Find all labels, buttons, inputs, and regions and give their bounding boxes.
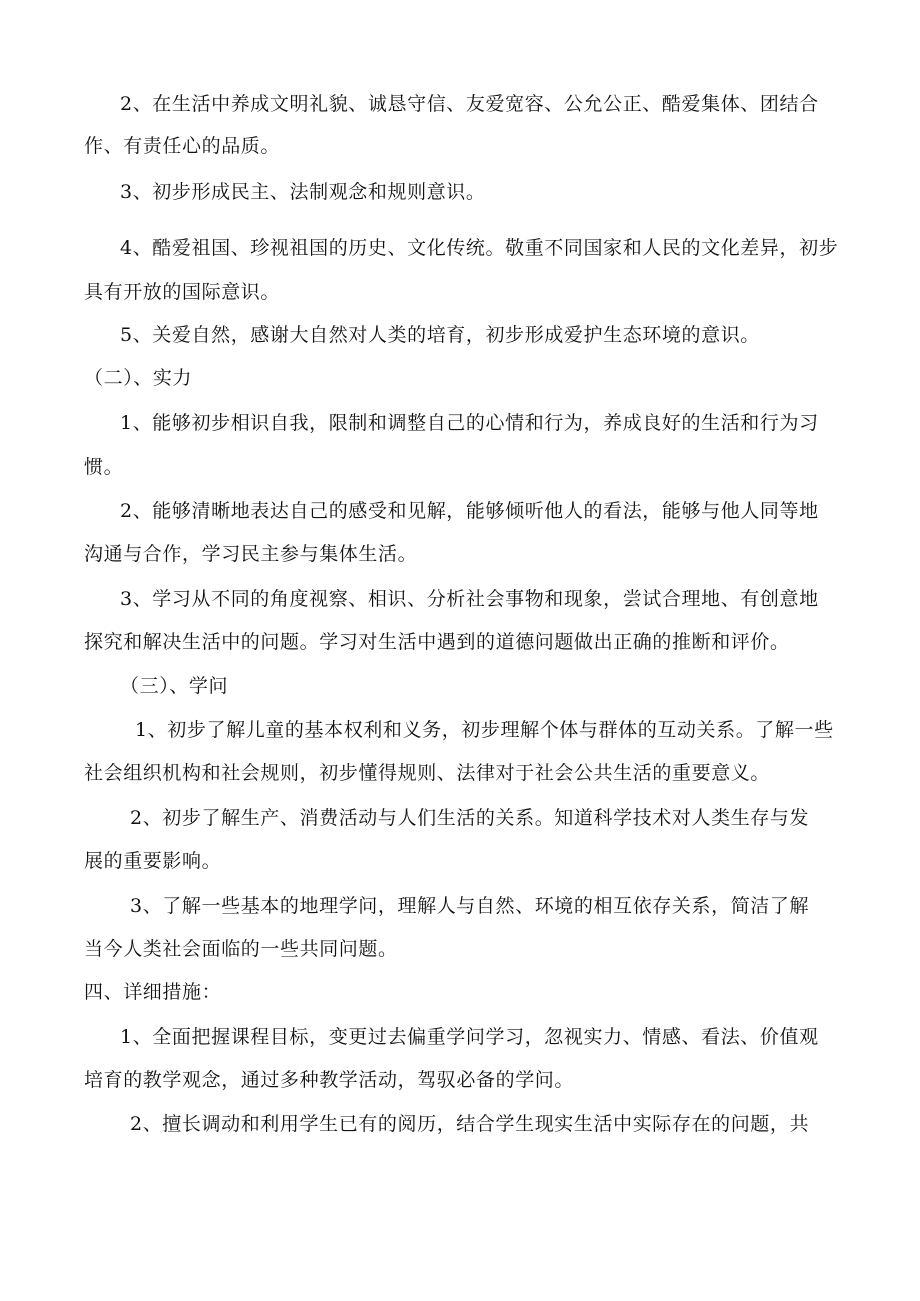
text-line: 2、擅长调动和利用学生已有的阅历，结合学生现实生活中实际存在的问题，共 xyxy=(130,1113,810,1135)
text-line: 4、酷爱祖国、珍视祖国的历史、文化传统。敬重不同国家和人民的文化差异，初步 xyxy=(120,237,839,259)
text-line: 作、有责任心的品质。 xyxy=(84,135,281,157)
text-line: 3、学习从不同的角度视察、相识、分析社会事物和现象，尝试合理地、有创意地 xyxy=(120,588,819,610)
text-line: 3、初步形成民主、法制观念和规则意识。 xyxy=(120,181,486,203)
text-line: 1、能够初步相识自我，限制和调整自己的心情和行为，养成良好的生活和行为习 xyxy=(120,412,819,434)
text-line: 具有开放的国际意识。 xyxy=(84,281,281,303)
section-heading: 四、详细措施： xyxy=(84,981,222,1003)
text-line: 1、初步了解儿童的基本权利和义务，初步理解个体与群体的互动关系。了解一些 xyxy=(135,719,834,741)
text-line: 1、全面把握课程目标，变更过去偏重学问学习，忽视实力、情感、看法、价值观 xyxy=(120,1026,819,1048)
text-line: 展的重要影响。 xyxy=(84,850,222,872)
text-line: 惯。 xyxy=(84,456,124,478)
text-line: 探究和解决生活中的问题。学习对生活中遇到的道德问题做出正确的推断和评价。 xyxy=(84,631,790,653)
text-line: 当今人类社会面临的一些共同问题。 xyxy=(84,938,398,960)
section-heading: （二）、实力 xyxy=(84,367,193,389)
text-line: 沟通与合作，学习民主参与集体生活。 xyxy=(84,543,418,565)
text-line: 5、关爱自然，感谢大自然对人类的培育，初步形成爱护生态环境的意识。 xyxy=(120,324,760,346)
text-line: 社会组织机构和社会规则，初步懂得规则、法律对于社会公共生活的重要意义。 xyxy=(84,762,771,784)
text-line: 2、在生活中养成文明礼貌、诚恳守信、友爱宽容、公允公正、酷爱集体、团结合 xyxy=(120,93,819,115)
text-line: 2、初步了解生产、消费活动与人们生活的关系。知道科学技术对人类生存与发 xyxy=(130,807,810,829)
text-line: 培育的教学观念，通过多种教学活动，驾驭必备的学问。 xyxy=(84,1069,575,1091)
text-line: 2、能够清晰地表达自己的感受和见解，能够倾听他人的看法，能够与他人同等地 xyxy=(120,500,819,522)
text-line: 3、了解一些基本的地理学问，理解人与自然、环境的相互依存关系，简洁了解 xyxy=(130,895,810,917)
section-heading: （三）、学问 xyxy=(120,675,229,697)
